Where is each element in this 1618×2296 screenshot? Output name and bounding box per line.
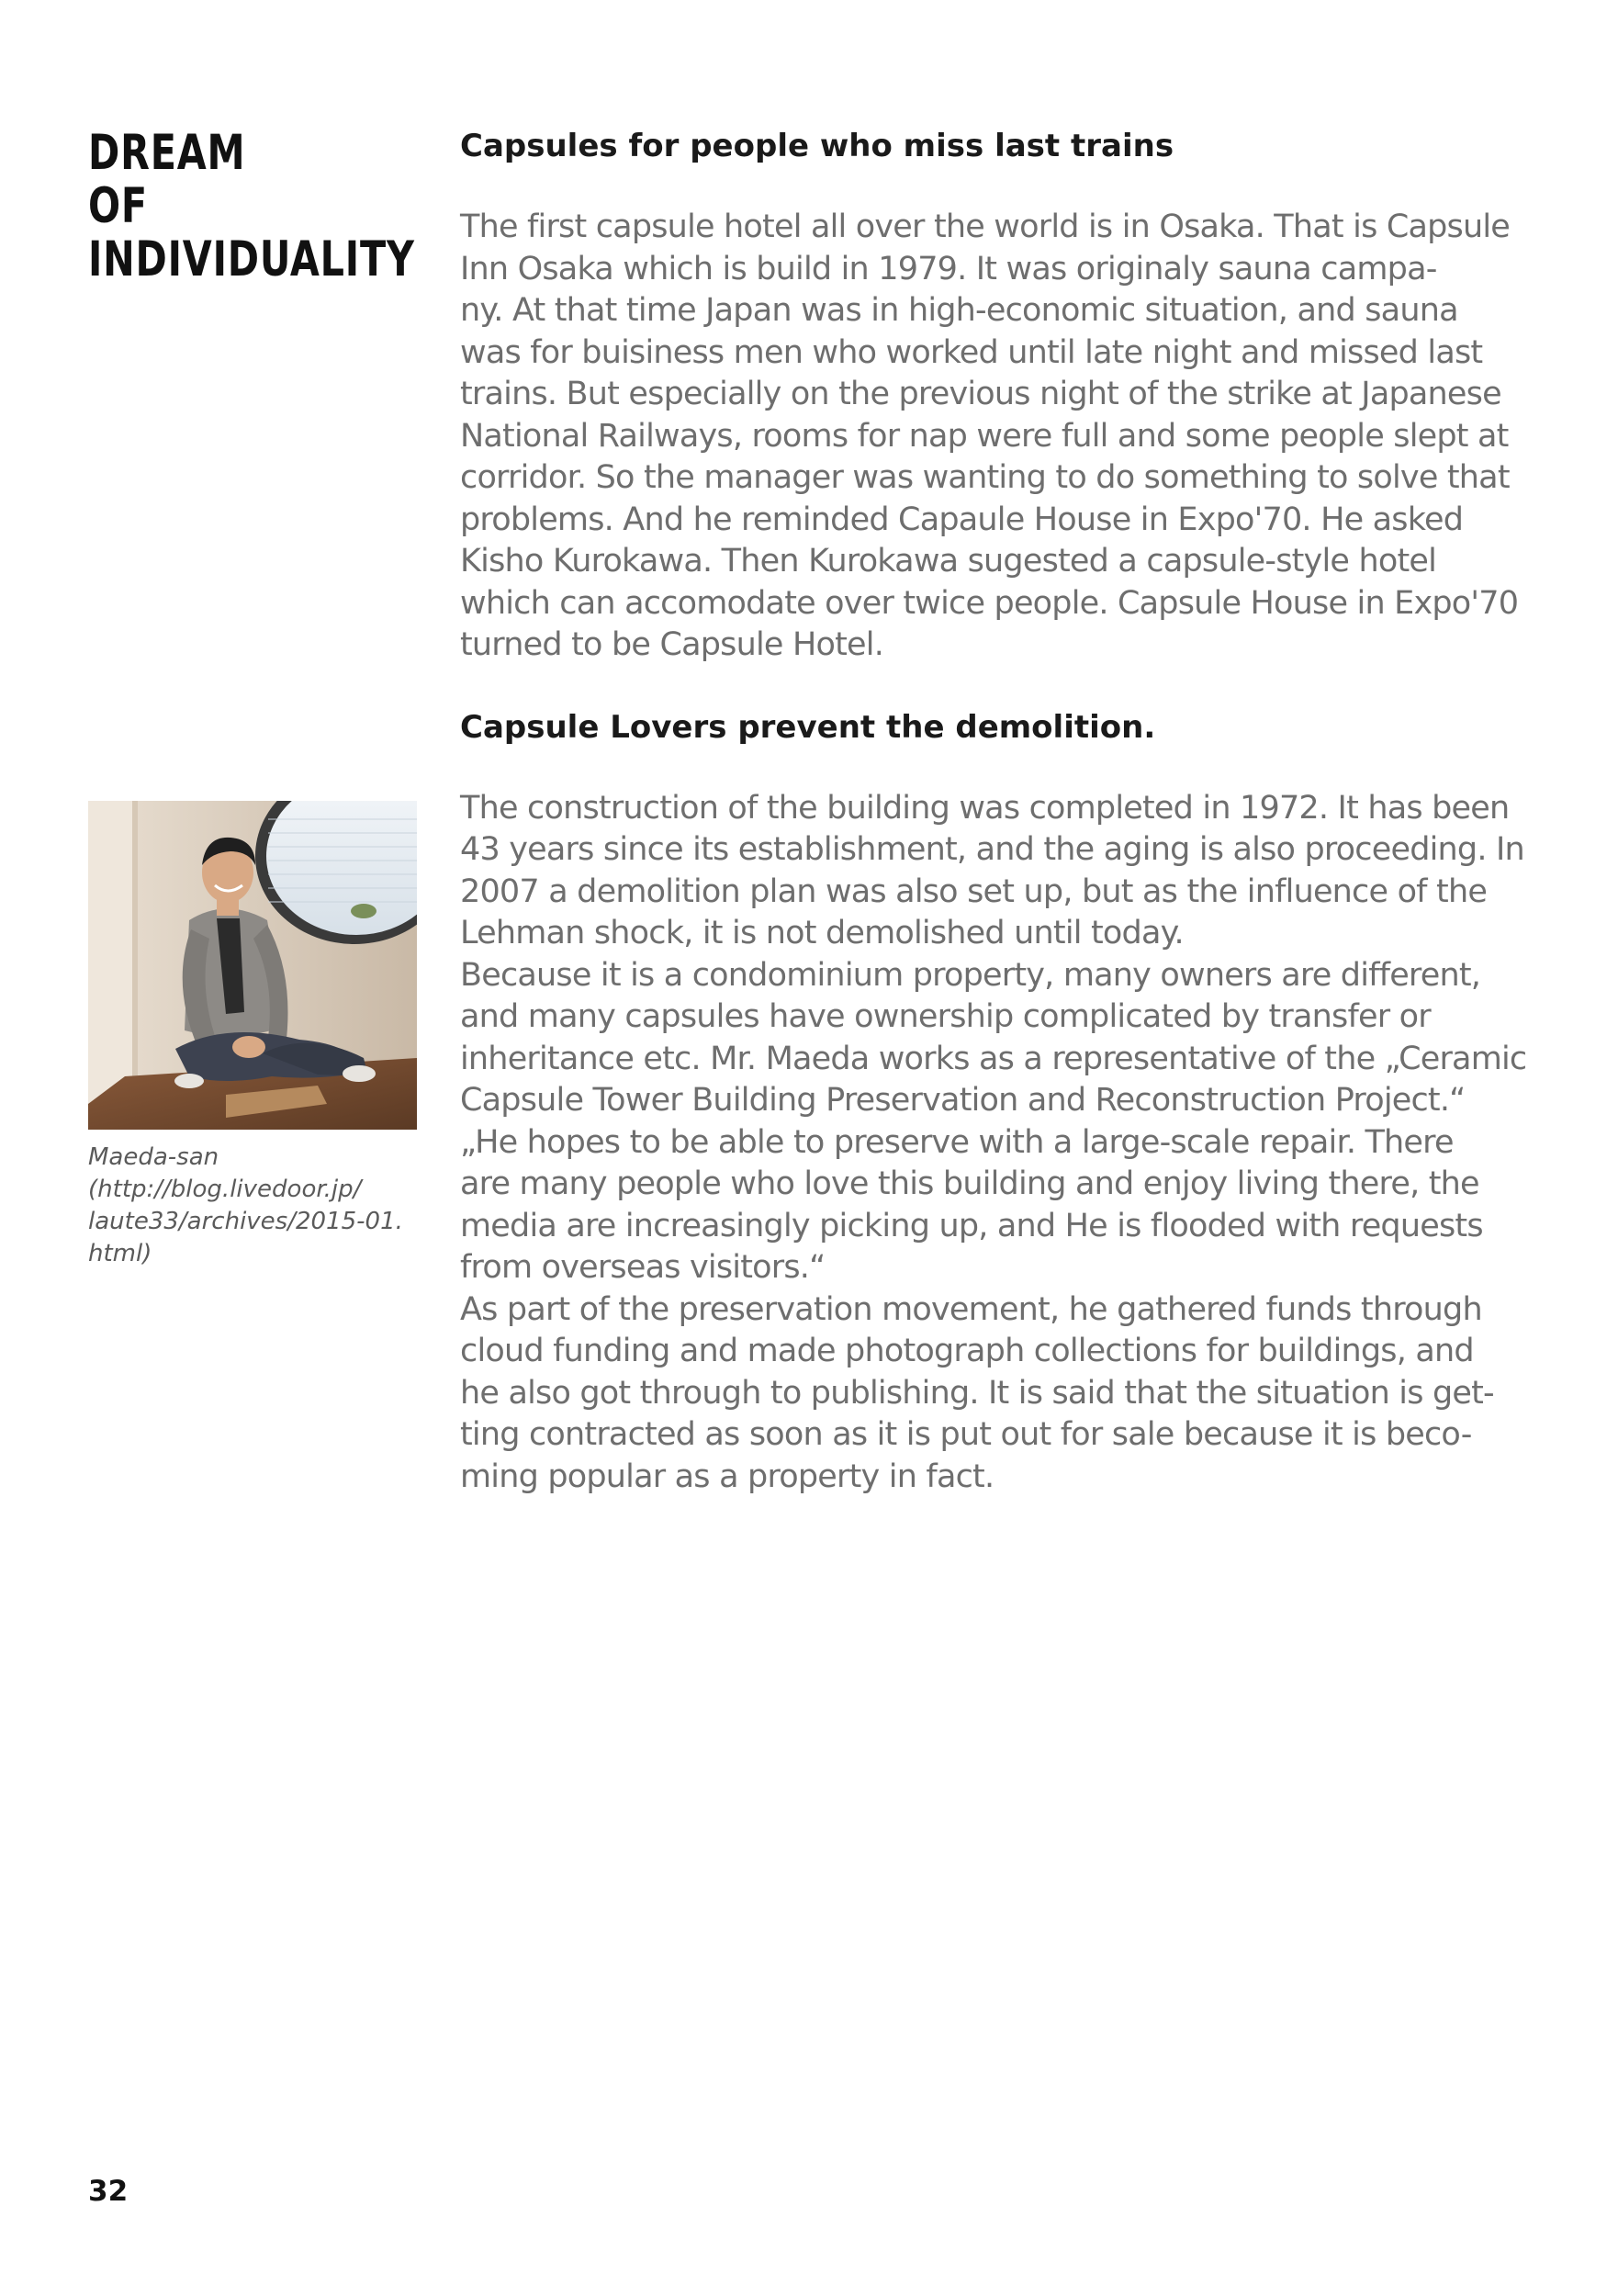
section-title: Capsules for people who miss last trains [460,128,1174,164]
text-line: 43 years since its establishment, and the aging is also proceeding. In [460,831,1524,868]
heading-line: OF [88,178,148,234]
heading-line: INDIVIDUALITY [88,231,415,287]
text-line: Inn Osaka which is build in 1979. It was originaly sauna campa- [460,250,1437,287]
text-line: ting contracted as soon as it is put out for sale because it is beco- [460,1416,1472,1453]
section-title: Capsule Lovers prevent the demolition. [460,708,1156,746]
section-paragraph [460,788,1544,1499]
section-paragraph [460,207,1544,667]
text-line: 2007 a demolition plan was also set up, but as the influence of the [460,872,1488,910]
text-line: Kisho Kurokawa. Then Kurokawa sugested a capsule-style hotel [460,543,1437,580]
text-line: The first capsule hotel all over the world is in Osaka. That is Capsule [460,208,1511,245]
text-line: and many capsules have ownership complicated by transfer or [460,998,1431,1035]
article-body [460,123,1544,1498]
text-line: media are increasingly picking up, and He is flooded with requests [460,1207,1483,1244]
text-line: „He hopes to be able to preserve with a large-scale repair. There [460,1123,1454,1161]
text-line: from overseas visitors.“ [460,1249,826,1286]
text-line: which can accomodate over twice people. Capsule House in Expo'70 [460,584,1519,622]
text-line: Lehman shock, it is not demolished until today. [460,915,1184,951]
text-line: problems. And he reminded Capaule House in Expo'70. He asked [460,501,1464,538]
text-line: cloud funding and made photograph collections for buildings, and [460,1333,1474,1369]
text-line: As part of the preservation movement, he gathered funds through [460,1290,1482,1328]
text-line: corridor. So the manager was wanting to do something to solve that [460,459,1510,496]
page-number: 32 [88,2175,129,2208]
text-line: National Railways, rooms for nap were full and some people slept at [460,417,1509,455]
photo-caption [88,1142,419,1270]
caption-line: (http://blog.livedoor.jp/ [88,1176,362,1203]
caption-line: laute33/archives/2015-01. [88,1208,403,1235]
portrait-photo-illustration [88,801,417,1130]
heading-line: DREAM [88,125,246,181]
page-heading [88,125,415,287]
text-line: he also got through to publishing. It is said that the situation is get- [460,1374,1494,1412]
portrait-photo [88,801,417,1130]
text-line: ny. At that time Japan was in high-economic situation, and sauna [460,292,1458,329]
text-line: was for buisiness men who worked until late night and missed last [460,333,1483,371]
text-line: trains. But especially on the previous night of the strike at Japanese [460,376,1501,412]
text-line: Capsule Tower Building Preservation and Reconstruction Project.“ [460,1082,1466,1119]
text-line: ming popular as a property in fact. [460,1458,994,1495]
text-line: inheritance etc. Mr. Maeda works as a representative of the „Ceramic [460,1040,1527,1077]
text-line: Because it is a condominium property, many owners are different, [460,956,1481,994]
text-line: The construction of the building was completed in 1972. It has been [460,789,1510,827]
text-line: are many people who love this building and enjoy living there, the [460,1165,1479,1202]
caption-line: Maeda-san [88,1143,219,1171]
caption-line: html) [88,1240,152,1267]
text-line: turned to be Capsule Hotel. [460,626,884,663]
